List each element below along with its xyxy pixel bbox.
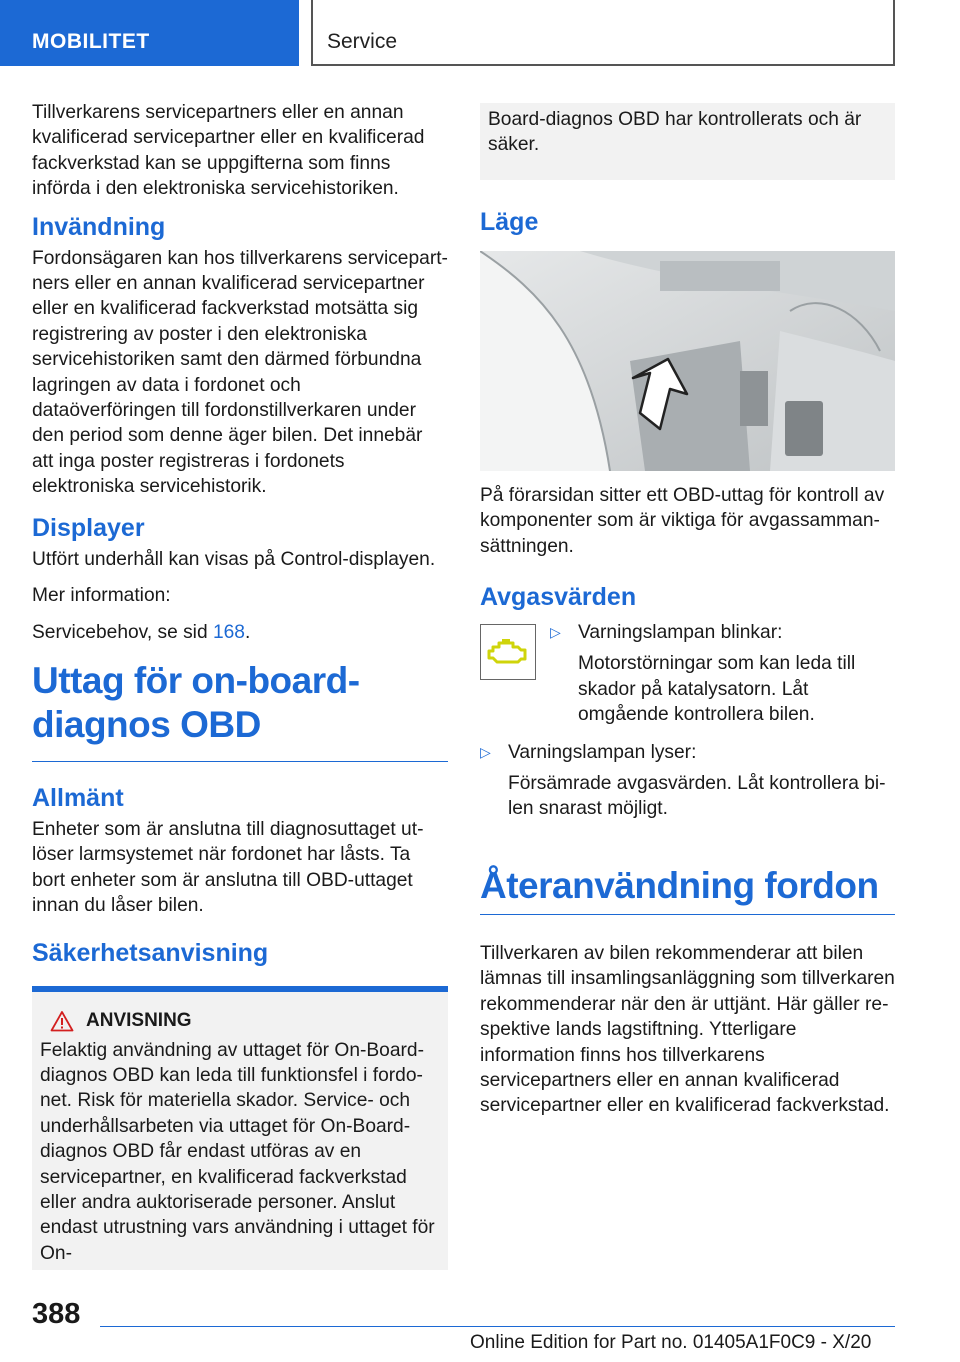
displayer-paragraph: Utfört underhåll kan visas på Control-displayen. <box>32 548 436 570</box>
page-header <box>0 0 960 66</box>
engine-check-icon <box>485 637 531 667</box>
avgas-heading: Avgasvärden <box>480 583 637 612</box>
warning-box <box>32 992 448 1271</box>
obd-location-photo <box>480 251 895 471</box>
list-item: ▷ Varningslampan lyser: Försämrade avgasvärden. Låt kontrollera bilen snarast möjligt. <box>480 740 895 828</box>
left-column <box>32 100 448 1270</box>
triangle-bullet-icon: ▷ <box>480 743 491 760</box>
invandning-heading: Invändning <box>32 212 166 241</box>
invandning-paragraph: Fordonsägaren kan hos tillverkarens servicepartners eller en annan kvalificerad servicepartner eller en kvalificerad fackverkstad motsätta sig registrering av poster i den elektroniska servicehistoriken samt den därmed förbundna lagringen av data i fordonet och dataöverföringen till fordonstillverkaren under den period som denne äger bilen. Det innebär att inga poster registreras i fordonets elektroniska servicehistorik. <box>32 247 448 498</box>
more-info-label: Mer information: <box>32 585 171 607</box>
footer-divider <box>100 1326 895 1327</box>
reuse-paragraph: Tillverkaren av bilen rekommenderar att bilen lämnas till insamlingsanläggning som tillverkaren rekommenderar när den är uttjänt. Här gäller respektive lands lagstiftning. Ytterligare information finns hos tillverkarens servicepartners eller en annan kvalificerad servicepartner eller en kvalificerad fackverkstad. <box>480 942 895 1117</box>
obd-heading: Uttag för on-board-diagnos OBD <box>32 659 360 745</box>
reuse-heading: Återanvändning fordon <box>480 864 895 915</box>
page-number: 388 <box>32 1298 81 1330</box>
page-link-168[interactable]: 168 <box>212 621 245 643</box>
triangle-bullet-icon: ▷ <box>550 624 561 641</box>
warning-text-continued: Board-diagnos OBD har kontrollerats och är säker. <box>488 109 862 156</box>
displayer-heading: Displayer <box>32 513 145 542</box>
lage-paragraph: På förarsidan sitter ett OBD-uttag för kontroll av komponenter som är viktiga för avgassammansättningen. <box>480 484 885 557</box>
obd-location-illustration <box>480 251 895 471</box>
list-item: ▷ Varningslampan blinkar: Motorstörningar som kan leda till skador på katalysatorn. Låt omgående kontrollera bilen. <box>550 620 895 734</box>
section-title: Service <box>311 0 895 66</box>
engine-warning-lamp <box>480 624 536 680</box>
allmant-paragraph: Enheter som är anslutna till diagnosuttaget utlöser larmsystemet när fordonet har låsts. Ta bort enheter som är anslutna till OBD-uttaget innan du låser bilen. <box>32 818 424 917</box>
warning-triangle-icon <box>50 1010 74 1032</box>
service-reference: Servicebehov, se sid 168. <box>32 621 251 643</box>
allmant-heading: Allmänt <box>32 783 124 812</box>
warning-title: ANVISNING <box>86 1009 192 1031</box>
obd-divider <box>32 761 448 762</box>
chapter-tab[interactable]: MOBILITET <box>0 0 299 66</box>
warning-box-continued <box>480 103 895 180</box>
footer-edition: Online Edition for Part no. 01405A1F0C9 - X/20 <box>470 1332 872 1353</box>
lage-heading: Läge <box>480 207 539 236</box>
right-column <box>480 103 895 1130</box>
sakerhet-heading: Säkerhetsanvisning <box>32 938 269 967</box>
warning-text: Felaktig användning av uttaget för On-Board-diagnos OBD kan leda till funktionsfel i fordonet. Risk för materiella skador. Service- och underhållsarbeten via uttaget för On-Board-diagnos OBD får endast utföras av en servicepartner, en kvalificerad fackverkstad eller andra auktoriserade personer. Anslut endast utrustning vars användning i uttaget för On- <box>40 1039 435 1264</box>
avgas-list <box>480 620 895 734</box>
intro-paragraph: Tillverkarens servicepartners eller en annan kvalificerad servicepartner eller en kvalificerad fackverkstad kan se uppgifterna som finns införda i den elektroniska servicehistoriken. <box>32 102 425 200</box>
